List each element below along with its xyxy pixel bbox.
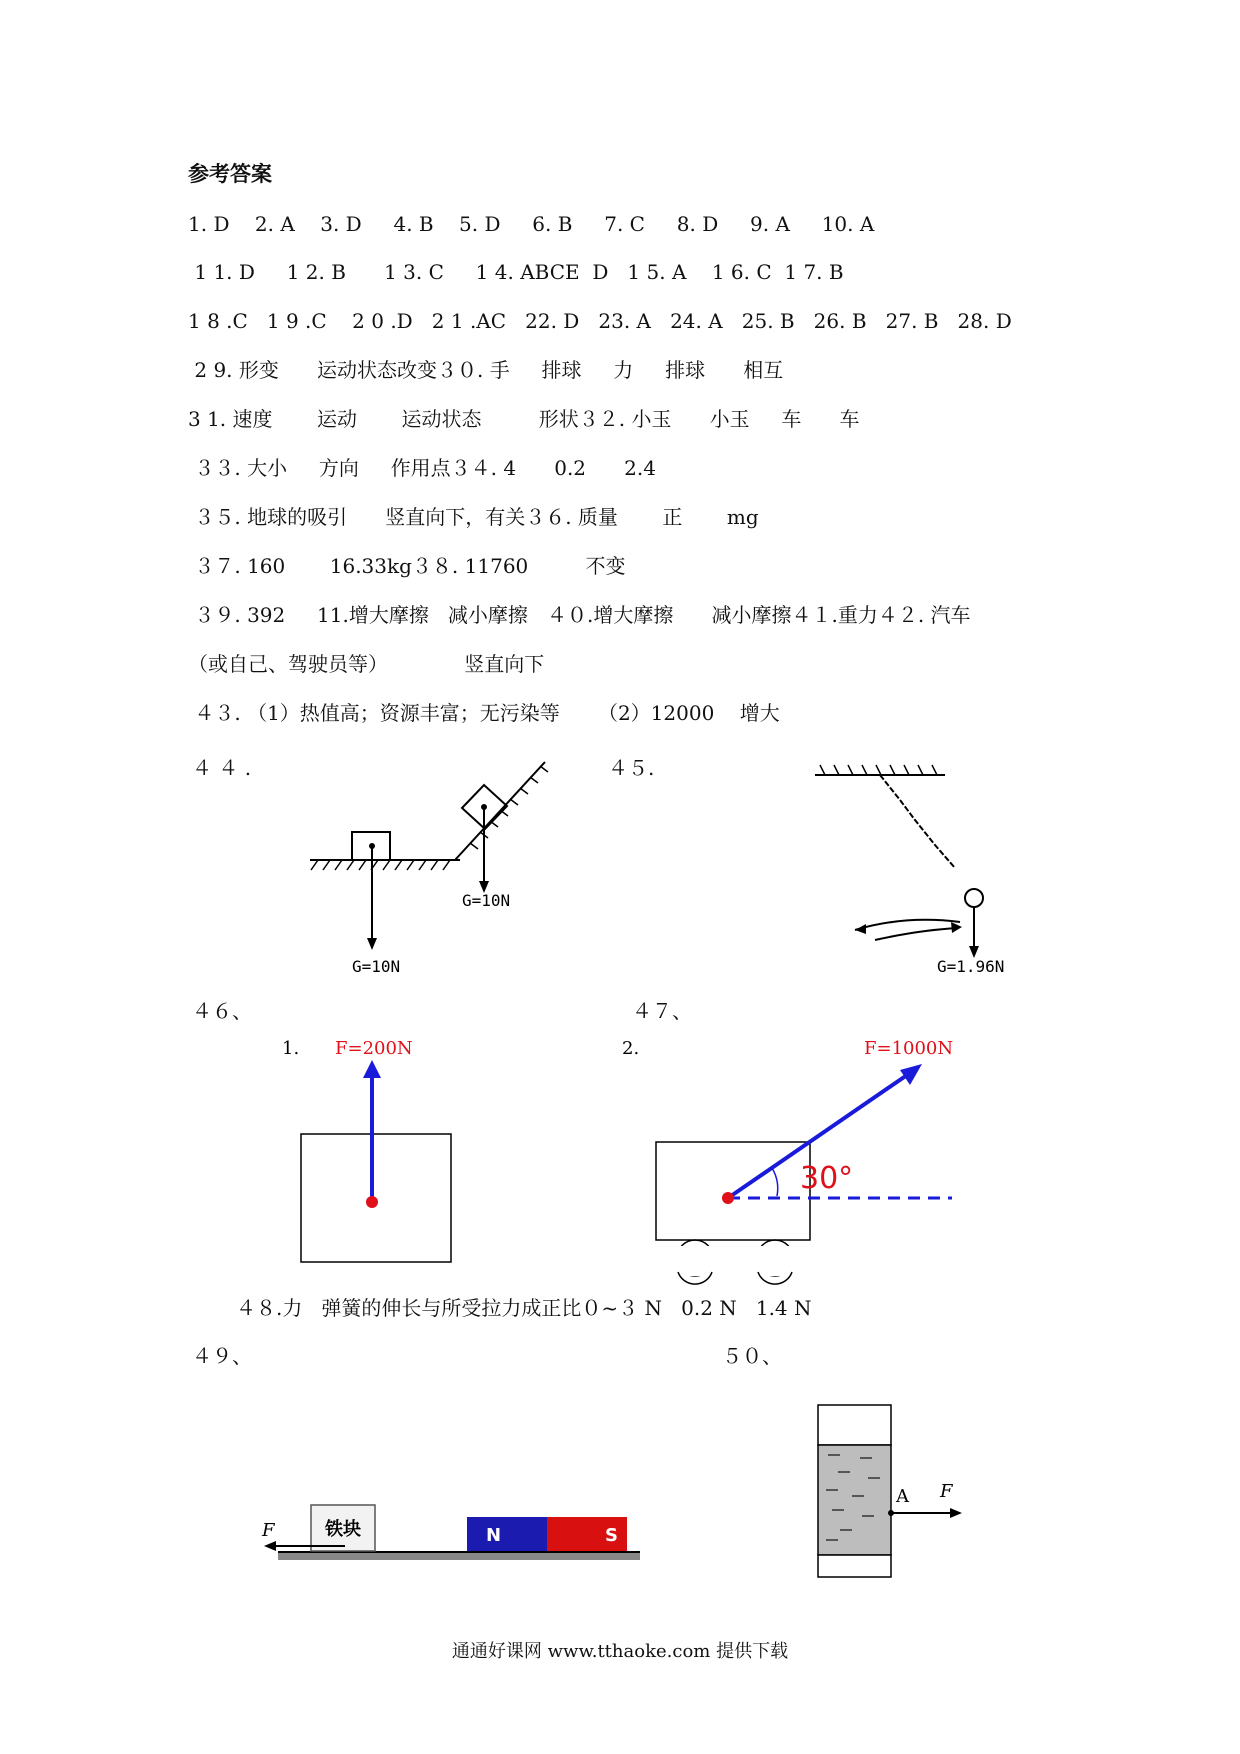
q49-label: ４９、	[192, 1344, 252, 1368]
answer-line-4: 2 9. 形变 运动状态改变３０. 手 排球 力 排球 相互	[188, 358, 784, 382]
answer-line-3: 1 8 .C 1 9 .C 2 0 .D 2 1 .AC 22. D 23. A 24. A 25. B 26. B 27. B 28. D	[188, 309, 1012, 333]
g2-label: G=10N	[462, 891, 511, 910]
container-top	[818, 1405, 891, 1445]
answer-line-1: 1. D 2. A 3. D 4. B 5. D 6. B 7. C 8. D 9. A 10. A	[188, 212, 875, 236]
q50-label: ５０、	[722, 1344, 782, 1368]
q44-label: ４ ４ .	[192, 756, 252, 780]
q47-label: ４７、	[632, 999, 692, 1023]
answer-line-2: 1 1. D 1 2. B 1 3. C 1 4. ABCE D 1 5. A 1 6. C 1 7. B	[188, 260, 844, 284]
q47-force-label: F=1000N	[864, 1038, 954, 1059]
answer-line-8: ３７. 160 16.33kg３８. 11760 不变	[188, 554, 626, 578]
q46-num: 1.	[282, 1038, 300, 1059]
answer-line-6: ３３. 大小 方向 作用点３４. 4 0.2 2.4	[188, 456, 656, 480]
iron-block-label: 铁块	[325, 1519, 361, 1540]
south-label: S	[605, 1525, 618, 1546]
answer-line-10: （或自己、驾驶员等） 竖直向下	[188, 652, 545, 676]
q45-label: ４５.	[608, 756, 655, 780]
q48-answer: ４８.力 弹簧的伸长与所受拉力成正比０~３ N 0.2 N 1.4 N	[236, 1296, 812, 1320]
answer-line-11: ４３. （1）热值高；资源丰富；无污染等 （2）12000 增大	[188, 701, 780, 725]
answer-line-9: ３９. 392 11.增大摩擦 减小摩擦 ４０.增大摩擦 减小摩擦４１.重力４２. 汽车	[188, 603, 971, 627]
q46-label: ４６、	[192, 999, 252, 1023]
q49-f-label: F	[262, 1520, 275, 1541]
liquid	[818, 1445, 891, 1555]
g1-label: G=10N	[352, 957, 401, 976]
container-bottom	[818, 1555, 891, 1577]
north-label: N	[486, 1525, 502, 1546]
answer-line-5: 3 1. 速度 运动 运动状态 形状３２. 小玉 小玉 车 车	[188, 407, 860, 431]
q47-num: 2.	[622, 1038, 640, 1059]
point-a-label: A	[896, 1486, 909, 1507]
g3-label: G=1.96N	[937, 957, 1005, 976]
heading: 参考答案	[188, 162, 272, 186]
answer-line-7: ３５. 地球的吸引 竖直向下，有关３６. 质量 正 mg	[188, 505, 759, 529]
q46-force-label: F=200N	[335, 1038, 413, 1059]
footer: 通通好课网 www.tthaoke.com 提供下载	[451, 1641, 789, 1662]
q50-f-label: F	[940, 1481, 953, 1502]
angle-label: 30°	[800, 1161, 854, 1196]
